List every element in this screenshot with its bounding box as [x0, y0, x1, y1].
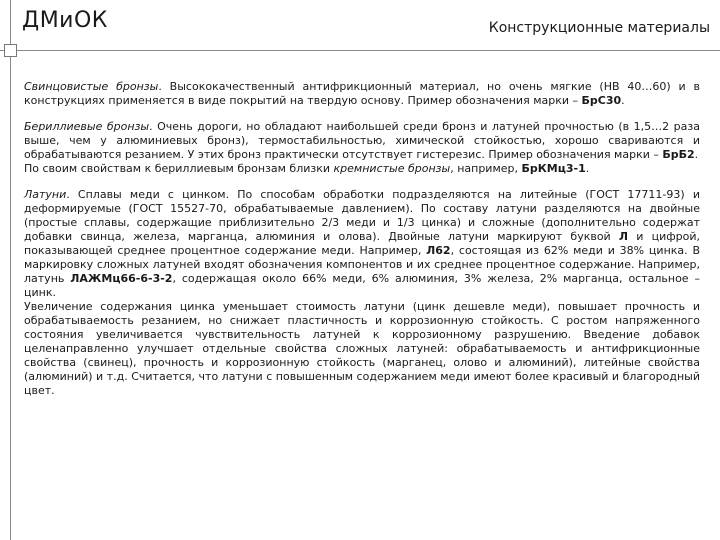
grade-mark: БрС30 — [581, 94, 622, 107]
paragraph-end: . — [585, 162, 590, 175]
term-lead-bronze: Свинцовистые бронзы — [24, 80, 159, 93]
term-beryllium-bronze: Бериллиевые бронзы — [24, 120, 150, 133]
paragraph-text: . Очень дороги, но обладают наибольшей среди бронз и латуней прочностью (в 1,5…2 раза выше, чем у алюминиевых бронз), термостабильностью, химической стойкостью, хорошо свариваются и обрабатываются резанием. У этих бронз практически отсутствует гистерезис. Пример обозначения марки – — [24, 120, 700, 161]
paragraph-end: . — [621, 94, 625, 107]
paragraph-text: , например, — [450, 162, 522, 175]
paragraph-text: , содержащая около 66% меди, 6% алюминия, 3% железа, 2% марганца, остальное – цинк. — [24, 272, 700, 299]
paragraph-text: . Сплавы меди с цинком. По способам обработки подразделяются на литейные (ГОСТ 17711-93) и деформируемые (ГОСТ 15527-70, обрабатываемые давлением). По составу латуни разделяются на двойные (простые сплавы, содержащие приблизительно 2/3 меди и 1/3 цинка) и сложные (дополнительно содержат добавки свинца, железа, марганца, алюминия и олова). Двойные латуни маркируют буквой — [24, 188, 700, 243]
brass-letter: Л — [618, 230, 629, 243]
paragraph-text: По своим свойствам к бериллиевым бронзам близки — [24, 162, 334, 175]
grade-mark: БрБ2 — [662, 148, 695, 161]
paragraph-lead-bronze — [24, 80, 700, 108]
paragraph-brass — [24, 188, 700, 300]
paragraph-end: . — [694, 148, 699, 161]
content-body — [24, 80, 700, 398]
paragraph-text: , состоящая из 62% меди и 38% цинка. В маркировку сложных латуней входят обозначения компонентов и их среднее процентное содержание. Например, латунь — [24, 244, 701, 285]
slide-header — [0, 0, 720, 50]
vertical-rule — [10, 0, 11, 540]
paragraph-zinc-effect: Увеличение содержания цинка уменьшает стоимость латуни (цинк дешевле меди), повышает прочность и обрабатываемость резанием, но снижает пластичность и коррозионную стойкость. С ростом напряженного состояния увеличивается чувствительность латуней к коррозионному разрушению. Введение добавок целенаправленно улучшает отдельные свойства сложных латуней: обрабатываемость и антифрикционные свойства (свинец), прочность и коррозионную стойкость (марганец, олово и алюминий), литейные свойства (алюминий) и т.д. Считается, что латуни с повышенным содержанием меди имеют более красивый и благородный цвет. — [24, 300, 700, 397]
paragraph-beryllium-bronze — [24, 120, 700, 162]
paragraph-text: . Высококачественный антифрикционный материал, но очень мягкие (НВ 40…60) и в конструкциях применяется в виде покрытий на твердую основу. Пример обозначения марки – — [24, 80, 701, 107]
grade-mark: Л62 — [426, 244, 451, 257]
subject-title: Конструкционные материалы — [488, 20, 710, 36]
paragraph-silicon-bronze — [24, 162, 700, 176]
horizontal-rule — [0, 50, 720, 51]
paragraph-text: и цифрой, показывающей среднее процентное содержание меди. Например, — [24, 230, 700, 257]
grade-mark: БрКМц3-1 — [521, 162, 586, 175]
grade-mark: ЛАЖМц66-6-3-2 — [70, 272, 173, 285]
corner-square — [4, 44, 17, 57]
term-brass: Латуни — [24, 188, 67, 201]
logo-text: ДМиОК — [22, 8, 108, 33]
term-silicon-bronze: кремнистые бронзы — [333, 162, 451, 175]
